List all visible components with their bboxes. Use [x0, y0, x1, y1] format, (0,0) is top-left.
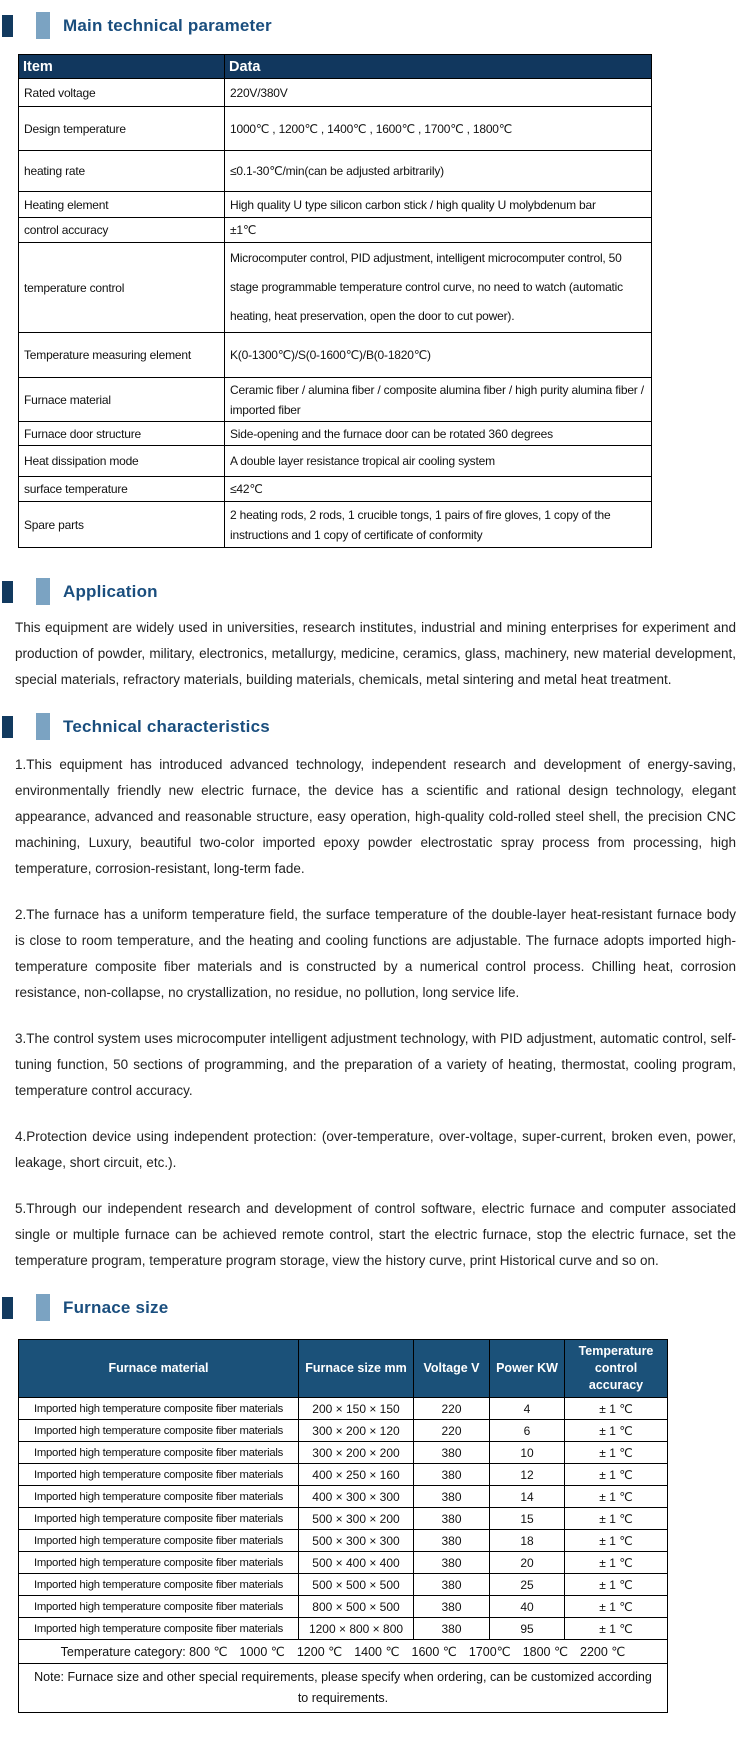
- column-header-furnace-material: Furnace material: [19, 1340, 299, 1398]
- spec-item-cell: Furnace door structure: [19, 422, 225, 446]
- furnace-size-row: [19, 1596, 668, 1618]
- accuracy-cell: ± 1 ℃: [565, 1398, 668, 1420]
- spec-table-row: [19, 422, 652, 446]
- voltage-cell: 380: [414, 1442, 490, 1464]
- spec-data-cell: 220V/380V: [225, 79, 652, 107]
- temperature-category-value: 1200 ℃: [296, 1644, 343, 1659]
- note-row: [19, 1664, 668, 1713]
- spec-item-cell: temperature control: [19, 243, 225, 333]
- spec-data-cell: ≤42℃: [225, 477, 652, 502]
- spec-table-row: [19, 107, 652, 151]
- accuracy-cell: ± 1 ℃: [565, 1486, 668, 1508]
- furnace-size-cell: 300 × 200 × 200: [299, 1442, 414, 1464]
- temperature-category-value: 1800 ℃: [522, 1644, 569, 1659]
- furnace-size-row: [19, 1464, 668, 1486]
- furnace-size-cell: 500 × 400 × 400: [299, 1552, 414, 1574]
- section-marker-light-icon: [36, 713, 50, 740]
- spec-data-cell: ≤0.1-30℃/min(can be adjusted arbitrarily): [225, 151, 652, 192]
- furnace-size-cell: 200 × 150 × 150: [299, 1398, 414, 1420]
- temperature-category-value: 1700℃: [468, 1644, 511, 1659]
- accuracy-cell: ± 1 ℃: [565, 1552, 668, 1574]
- spec-item-cell: Spare parts: [19, 502, 225, 548]
- spec-data-cell: K(0-1300℃)/S(0-1600℃)/B(0-1820℃): [225, 333, 652, 378]
- spec-item-cell: Rated voltage: [19, 79, 225, 107]
- temperature-category-value: 1000 ℃: [239, 1644, 285, 1659]
- spec-item-cell: heating rate: [19, 151, 225, 192]
- accuracy-cell: ± 1 ℃: [565, 1420, 668, 1442]
- power-cell: 95: [490, 1618, 565, 1640]
- furnace-size-cell: 300 × 200 × 120: [299, 1420, 414, 1442]
- spec-data-cell: Ceramic fiber / alumina fiber / composite alumina fiber / high purity alumina fiber / imported fiber: [225, 378, 652, 422]
- furnace-size-cell: 400 × 250 × 160: [299, 1464, 414, 1486]
- power-cell: 25: [490, 1574, 565, 1596]
- furnace-size-row: [19, 1508, 668, 1530]
- power-cell: 20: [490, 1552, 565, 1574]
- application-paragraph: This equipment are widely used in universities, research institutes, industrial and mining enterprises for experiment and production of powder, military, electronics, metallurgy, medicine, ceramics, glass, machinery, new material development, special materials, refractory materials, building materials, chemicals, metal sintering and metal heat treatment.: [15, 620, 736, 687]
- voltage-cell: 380: [414, 1508, 490, 1530]
- accuracy-cell: ± 1 ℃: [565, 1596, 668, 1618]
- spec-data-cell: High quality U type silicon carbon stick / high quality U molybdenum bar: [225, 192, 652, 218]
- spec-table-row: [19, 192, 652, 218]
- furnace-material-cell: Imported high temperature composite fiber materials: [19, 1420, 299, 1442]
- temperature-category-cell: [19, 1640, 668, 1664]
- column-header-power-kw: Power KW: [490, 1340, 565, 1398]
- spec-table-header-row: [19, 55, 652, 79]
- spec-table-row: [19, 151, 652, 192]
- spec-table-row: [19, 79, 652, 107]
- temperature-category-value: 1400 ℃: [354, 1644, 400, 1659]
- furnace-size-cell: 500 × 500 × 500: [299, 1574, 414, 1596]
- furnace-material-cell: Imported high temperature composite fiber materials: [19, 1398, 299, 1420]
- section-marker-light-icon: [36, 1294, 50, 1321]
- furnace-material-cell: Imported high temperature composite fiber materials: [19, 1552, 299, 1574]
- spec-data-cell: ±1℃: [225, 218, 652, 243]
- section-marker-dark-icon: [2, 1297, 13, 1319]
- voltage-cell: 380: [414, 1574, 490, 1596]
- temperature-category-value: 1600 ℃: [411, 1644, 457, 1659]
- furnace-material-cell: Imported high temperature composite fiber materials: [19, 1508, 299, 1530]
- spec-item-cell: surface temperature: [19, 477, 225, 502]
- section-header-furnace-size: [0, 1294, 750, 1321]
- spec-item-cell: Heat dissipation mode: [19, 446, 225, 477]
- column-header-item: Item: [19, 55, 225, 79]
- section-marker-light-icon: [36, 578, 50, 605]
- furnace-size-table-body: [19, 1398, 668, 1713]
- furnace-material-cell: Imported high temperature composite fiber materials: [19, 1618, 299, 1640]
- temperature-category-row: [19, 1640, 668, 1664]
- furnace-material-cell: Imported high temperature composite fiber materials: [19, 1486, 299, 1508]
- section-header-technical-characteristics: [0, 713, 750, 740]
- furnace-size-cell: 800 × 500 × 500: [299, 1596, 414, 1618]
- spec-table-row: [19, 477, 652, 502]
- voltage-cell: 220: [414, 1420, 490, 1442]
- spec-table-row: [19, 446, 652, 477]
- furnace-size-cell: 1200 × 800 × 800: [299, 1618, 414, 1640]
- furnace-size-cell: 400 × 300 × 300: [299, 1486, 414, 1508]
- column-header-temperature-control-accuracy: Temperature control accuracy: [565, 1340, 668, 1398]
- spec-table-row: [19, 502, 652, 548]
- spec-table-row: [19, 378, 652, 422]
- power-cell: 15: [490, 1508, 565, 1530]
- section-header-main-technical-parameter: [0, 12, 750, 39]
- furnace-size-cell: 500 × 300 × 300: [299, 1530, 414, 1552]
- spec-table-row: [19, 333, 652, 378]
- accuracy-cell: ± 1 ℃: [565, 1442, 668, 1464]
- note-cell: Note: Furnace size and other special requirements, please specify when ordering, can be customized according to requirements.: [19, 1664, 668, 1713]
- accuracy-cell: ± 1 ℃: [565, 1530, 668, 1552]
- section-marker-dark-icon: [2, 581, 13, 603]
- technical-characteristic-paragraph-5: 5.Through our independent research and development of control software, electric furnace and computer associated single or multiple furnace can be achieved remote control, start the electric furnace, stop the electric furnace, set the temperature program, temperature program storage, view the history curve, print Historical curve and so on.: [15, 1201, 736, 1268]
- furnace-size-row: [19, 1530, 668, 1552]
- technical-characteristic-paragraph-4: 4.Protection device using independent protection: (over-temperature, over-voltage, super-current, broken even, power, leakage, short circuit, etc.).: [15, 1129, 736, 1170]
- furnace-size-table: [18, 1339, 668, 1713]
- voltage-cell: 380: [414, 1618, 490, 1640]
- furnace-material-cell: Imported high temperature composite fiber materials: [19, 1596, 299, 1618]
- power-cell: 12: [490, 1464, 565, 1486]
- technical-characteristic-paragraph-3: 3.The control system uses microcomputer intelligent adjustment technology, with PID adjustment, automatic control, self-tuning function, 50 sections of programming, and the preparation of a variety of heating, thermostat, cooling program, temperature control accuracy.: [15, 1031, 736, 1098]
- column-header-data: Data: [225, 55, 652, 79]
- furnace-material-cell: Imported high temperature composite fiber materials: [19, 1442, 299, 1464]
- power-cell: 40: [490, 1596, 565, 1618]
- accuracy-cell: ± 1 ℃: [565, 1574, 668, 1596]
- section-marker-dark-icon: [2, 716, 13, 738]
- furnace-size-row: [19, 1618, 668, 1640]
- spec-table-row: [19, 218, 652, 243]
- section-title-application: Application: [63, 581, 158, 601]
- power-cell: 10: [490, 1442, 565, 1464]
- voltage-cell: 380: [414, 1552, 490, 1574]
- column-header-voltage-v: Voltage V: [414, 1340, 490, 1398]
- spec-table-row: [19, 243, 652, 333]
- voltage-cell: 380: [414, 1530, 490, 1552]
- column-header-furnace-size-mm: Furnace size mm: [299, 1340, 414, 1398]
- technical-characteristic-paragraph-2: 2.The furnace has a uniform temperature field, the surface temperature of the double-layer heat-resistant furnace body is close to room temperature, and the heating and cooling functions are adjustable. The furnace adopts imported high-temperature composite fiber materials and is constructed by a numerical control process. Chilling heat, corrosion resistance, non-collapse, no crystallization, no residue, no pollution, long service life.: [15, 907, 736, 1000]
- spec-data-cell: Microcomputer control, PID adjustment, intelligent microcomputer control, 50 stage programmable temperature control curve, no need to watch (automatic heating, heat preservation, open the door to cut power).: [225, 243, 652, 333]
- furnace-size-row: [19, 1442, 668, 1464]
- spec-data-cell: A double layer resistance tropical air cooling system: [225, 446, 652, 477]
- section-header-application: [0, 578, 750, 605]
- spec-table-body: [19, 79, 652, 548]
- accuracy-cell: ± 1 ℃: [565, 1508, 668, 1530]
- spec-data-cell: 1000℃ , 1200℃ , 1400℃ , 1600℃ , 1700℃ , 1800℃: [225, 107, 652, 151]
- voltage-cell: 220: [414, 1398, 490, 1420]
- furnace-material-cell: Imported high temperature composite fiber materials: [19, 1574, 299, 1596]
- furnace-size-row: [19, 1420, 668, 1442]
- main-technical-parameter-table: [18, 54, 652, 548]
- section-title-technical-characteristics: Technical characteristics: [63, 716, 270, 736]
- power-cell: 6: [490, 1420, 565, 1442]
- voltage-cell: 380: [414, 1464, 490, 1486]
- temperature-category-label: Temperature category: 800 ℃: [60, 1644, 228, 1659]
- accuracy-cell: ± 1 ℃: [565, 1618, 668, 1640]
- furnace-material-cell: Imported high temperature composite fiber materials: [19, 1464, 299, 1486]
- technical-characteristic-paragraph-1: 1.This equipment has introduced advanced technology, independent research and development of energy-saving, environmentally friendly new electric furnace, the device has a scientific and rational design technology, elegant appearance, advanced and reasonable structure, easy operation, high-quality cold-rolled steel shell, the precision CNC machining, Luxury, beautiful two-color imported epoxy powder electrostatic spray process from processing, high temperature, corrosion-resistant, long-term fade.: [15, 757, 736, 876]
- spec-data-cell: 2 heating rods, 2 rods, 1 crucible tongs, 1 pairs of fire gloves, 1 copy of the instructions and 1 copy of certificate of conformity: [225, 502, 652, 548]
- temperature-category-value: 2200 ℃: [580, 1644, 626, 1659]
- furnace-size-row: [19, 1398, 668, 1420]
- power-cell: 4: [490, 1398, 565, 1420]
- power-cell: 18: [490, 1530, 565, 1552]
- furnace-size-row: [19, 1486, 668, 1508]
- voltage-cell: 380: [414, 1596, 490, 1618]
- spec-item-cell: Design temperature: [19, 107, 225, 151]
- spec-data-cell: Side-opening and the furnace door can be rotated 360 degrees: [225, 422, 652, 446]
- furnace-size-row: [19, 1552, 668, 1574]
- section-title-furnace-size: Furnace size: [63, 1297, 169, 1317]
- voltage-cell: 380: [414, 1486, 490, 1508]
- spec-item-cell: Temperature measuring element: [19, 333, 225, 378]
- section-marker-dark-icon: [2, 15, 13, 37]
- spec-item-cell: Heating element: [19, 192, 225, 218]
- spec-item-cell: control accuracy: [19, 218, 225, 243]
- furnace-material-cell: Imported high temperature composite fiber materials: [19, 1530, 299, 1552]
- power-cell: 14: [490, 1486, 565, 1508]
- section-marker-light-icon: [36, 12, 50, 39]
- furnace-size-header-row: [19, 1340, 668, 1398]
- accuracy-cell: ± 1 ℃: [565, 1464, 668, 1486]
- spec-item-cell: Furnace material: [19, 378, 225, 422]
- furnace-size-row: [19, 1574, 668, 1596]
- section-title-main-technical-parameter: Main technical parameter: [63, 15, 272, 35]
- furnace-size-cell: 500 × 300 × 200: [299, 1508, 414, 1530]
